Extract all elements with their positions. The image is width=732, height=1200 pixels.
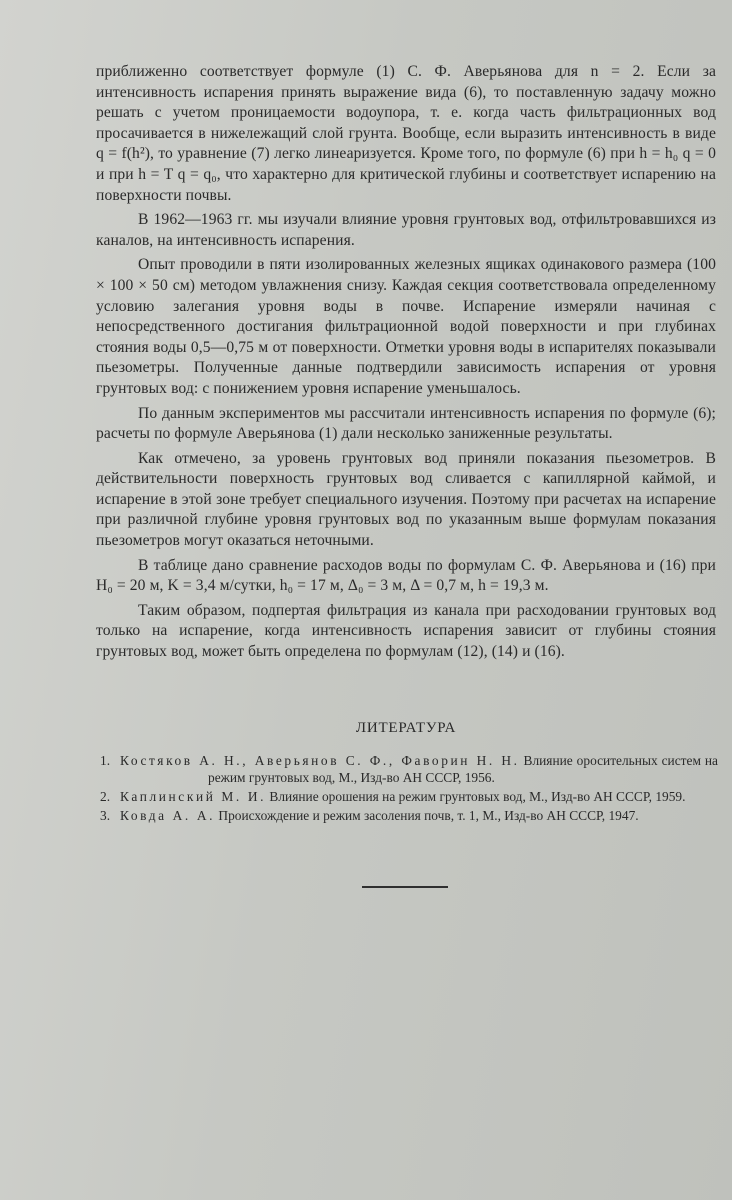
paragraph: Опыт проводили в пяти изолированных железных ящиках одинакового размера (100 × 100 × 50 см) методом увлажнения снизу. Каждая секция соответствовала определенному условию залегания уровня воды в почве. Испарение измеряли начиная с непосредственного достигания фильтрационной водой поверхности и при глубинах стояния воды 0,5—0,75 м от поверхности. Отметки уровня воды в испарителях показывали пьезометры. Полученные данные подтвердили зависимость испарения от уровня грунтовых вод: с понижением уровня испарение уменьшалось. xyxy=(96,256,716,397)
paragraph: Как отмечено, за уровень грунтовых вод приняли показания пьезометров. В действительности поверхность грунтовых вод сливается с капиллярной каймой, и испарение в этой зоне требует специального изучения. Поэтому при расчетах на испарение при различной глубине уровня грунтовых вод по указанным выше формулам показания пьезометров могут оказаться неточными. xyxy=(96,449,716,550)
reference-item xyxy=(100,752,718,786)
reference-authors: Каплинский М. И. xyxy=(120,789,267,804)
reference-item xyxy=(100,788,718,805)
reference-number: 1. xyxy=(100,753,111,768)
reference-item xyxy=(100,807,718,824)
reference-text: Происхождение и режим засоления почв, т. 1, М., Изд-во АН СССР, 1947. xyxy=(218,808,639,823)
body-text xyxy=(96,62,716,667)
reference-text: Влияние оросительных систем на режим грунтовых вод, М., Изд-во АН СССР, 1956. xyxy=(208,753,718,785)
reference-number: 3. xyxy=(100,808,111,823)
reference-authors: Костяков А. Н., Аверьянов С. Ф., Фаворин Н. Н. xyxy=(120,753,520,768)
paragraph: По данным экспериментов мы рассчитали интенсивность испарения по формуле (6); расчеты по формуле Аверьянова (1) дали несколько заниженные результаты. xyxy=(96,404,716,443)
end-rule xyxy=(362,886,448,888)
reference-authors: Ковда А. А. xyxy=(120,808,216,823)
reference-number: 2. xyxy=(100,789,111,804)
paragraph: приближенно соответствует формуле (1) С. Ф. Аверьянова для n = 2. Если за интенсивность испарения принять выражение вида (6), то поставленную задачу можно решать с учетом проницаемости водоупора, т. е. когда часть фильтрационных вод просачивается в нижележащий слой грунта. Вообще, если выразить интенсивность в виде q = f(h²), то уравнение (7) легко линеаризуется. Кроме того, по формуле (6) при h = h₀ q = 0 и при h = T q = q₀, что характерно для критической глубины и соответствует испарению на поверхности почвы. xyxy=(96,63,716,204)
reference-text: Влияние орошения на режим грунтовых вод, М., Изд-во АН СССР, 1959. xyxy=(269,789,686,804)
reference-body xyxy=(120,807,718,824)
paragraph: Таким образом, подпертая фильтрация из канала при расходовании грунтовых вод только на испарение, когда интенсивность испарения зависит от глубины стояния грунтовых вод, может быть определена по формулам (12), (14) и (16). xyxy=(96,601,716,661)
paragraph: В 1962—1963 гг. мы изучали влияние уровня грунтовых вод, отфильтровавшихся из каналов, на интенсивность испарения. xyxy=(96,211,716,249)
paragraph: В таблице дано сравнение расходов воды по формулам С. Ф. Аверьянова и (16) при H₀ = 20 м, K = 3,4 м/сутки, h₀ = 17 м, Δ₀ = 3 м, Δ = 0,7 м, h = 19,3 м. xyxy=(96,556,716,595)
reference-body xyxy=(120,752,718,786)
references-list xyxy=(100,752,718,826)
references-heading: ЛИТЕРАТУРА xyxy=(355,720,457,736)
reference-body xyxy=(120,788,718,805)
